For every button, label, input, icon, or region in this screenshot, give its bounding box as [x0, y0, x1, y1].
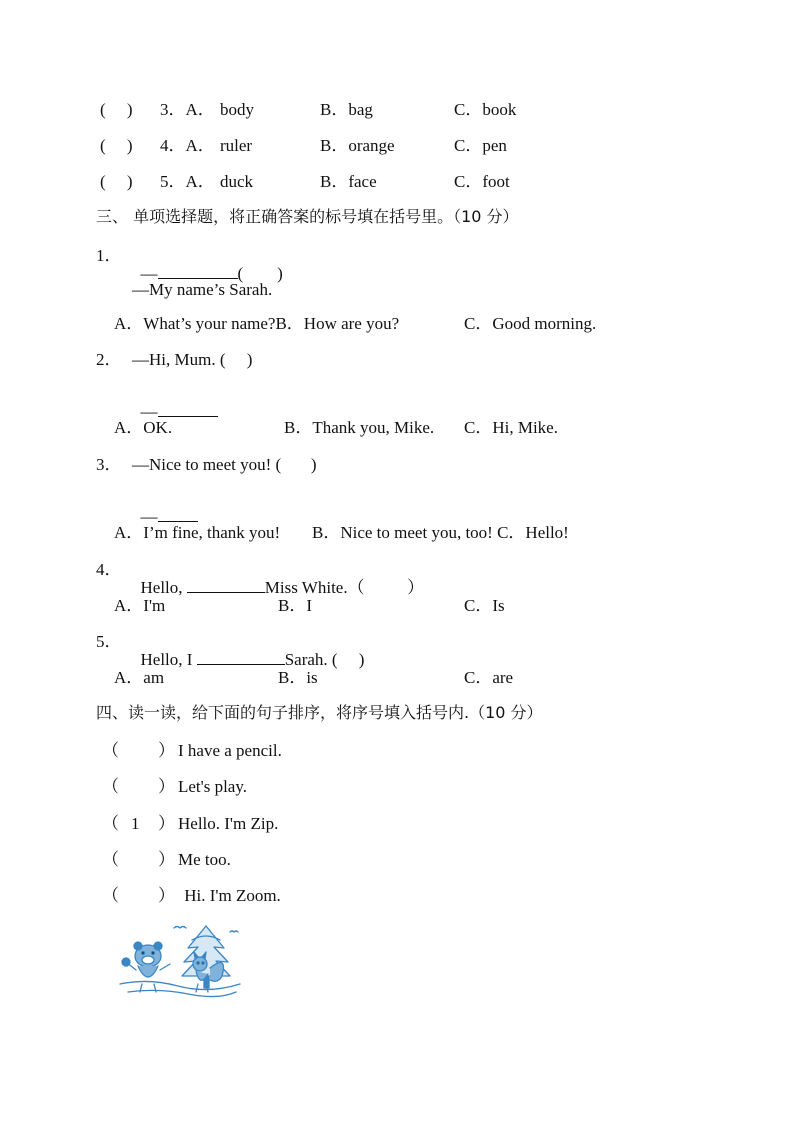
order-paren-right: ） [158, 741, 175, 760]
q1-stem [132, 247, 283, 282]
q1-dash: — [140, 264, 158, 283]
q1-paren[interactable]: ( ) [237, 264, 283, 283]
order-paren-right: ） [158, 850, 175, 869]
option-b: B．bag [320, 100, 373, 119]
q5-stem [132, 633, 364, 668]
order-paren-right: ） [158, 777, 175, 796]
option-b: B．face [320, 172, 377, 191]
option-b: B．orange [320, 136, 395, 155]
q1-blank[interactable] [158, 264, 238, 279]
order-paren-right: ） [158, 886, 175, 905]
section-3-title: 三、 单项选择题，将正确答案的标号填在括号里。（10 分） [96, 207, 519, 226]
order-paren-left: （ [102, 777, 119, 796]
q4-stem-end: Miss White.（ ） [264, 578, 425, 597]
q2-option-a: A．OK. [114, 418, 173, 437]
bear-and-squirrel-illustration-icon [118, 918, 242, 1000]
option-c: C．book [454, 100, 517, 119]
option-a: body [220, 100, 254, 119]
q5-stem-start: Hello, I [140, 650, 197, 669]
q3-option-a: A．I’m fine, thank you! [114, 523, 281, 542]
q4-option-a: A．I'm [114, 596, 166, 615]
order-paren-left: （ [102, 850, 119, 869]
q2-blank[interactable] [158, 402, 218, 417]
order-answer[interactable]: 1 [131, 814, 140, 833]
answer-paren[interactable]: ( ) [100, 136, 133, 155]
order-paren-left: （ [102, 886, 119, 905]
q2-option-b: B．Thank you, Mike. [284, 418, 435, 437]
q5-option-a: A．am [114, 668, 165, 687]
order-sentence: Let's play. [178, 777, 247, 796]
q4-number: 4． [96, 560, 122, 579]
q2-number: 2． [96, 350, 122, 369]
q1-reply: —My name’s Sarah. [132, 280, 273, 299]
option-a: ruler [220, 136, 253, 155]
q2-stem: —Hi, Mum. ( ) [132, 350, 253, 369]
option-c: C．pen [454, 136, 507, 155]
option-a: duck [220, 172, 254, 191]
q4-stem [132, 561, 424, 596]
answer-paren[interactable]: ( ) [100, 172, 133, 191]
q3-number: 3． [96, 455, 122, 474]
q1-option-a-b: A．What’s your name?B．How are you? [114, 314, 400, 333]
q1-number: 1． [96, 246, 122, 265]
q2-dash: — [140, 402, 158, 421]
q4-stem-start: Hello, [140, 578, 187, 597]
answer-paren[interactable]: ( ) [100, 100, 133, 119]
order-sentence: Hello. I'm Zip. [178, 814, 279, 833]
q5-blank[interactable] [197, 650, 285, 665]
q3-option-b-c: B．Nice to meet you, too! C．Hello! [312, 523, 569, 542]
order-paren-left: （ [102, 741, 119, 760]
q2-option-c: C．Hi, Mike. [464, 418, 558, 437]
order-sentence: Hi. I'm Zoom. [180, 886, 281, 905]
option-c: C．foot [454, 172, 510, 191]
q1-option-c: C．Good morning. [464, 314, 597, 333]
q4-option-b: B．I [278, 596, 312, 615]
question-number: 4．A． [160, 136, 215, 155]
q5-stem-end: Sarah. ( ) [284, 650, 365, 669]
q3-dash: — [140, 507, 158, 526]
order-paren-left: （ [102, 814, 119, 833]
order-sentence: I have a pencil. [178, 741, 282, 760]
q3-blank[interactable] [158, 507, 198, 522]
q3-stem: —Nice to meet you! ( ) [132, 455, 317, 474]
section-4-title: 四、读一读，给下面的句子排序，将序号填入括号内.（10 分） [96, 703, 543, 722]
q2-reply [132, 385, 218, 420]
q4-blank[interactable] [187, 578, 265, 593]
q3-reply [132, 490, 198, 525]
q5-number: 5． [96, 632, 122, 651]
question-number: 3．A． [160, 100, 215, 119]
order-paren-right: ） [158, 814, 175, 833]
question-number: 5．A． [160, 172, 215, 191]
order-sentence: Me too. [178, 850, 231, 869]
q5-option-b: B．is [278, 668, 318, 687]
q4-option-c: C．Is [464, 596, 505, 615]
q5-option-c: C．are [464, 668, 514, 687]
